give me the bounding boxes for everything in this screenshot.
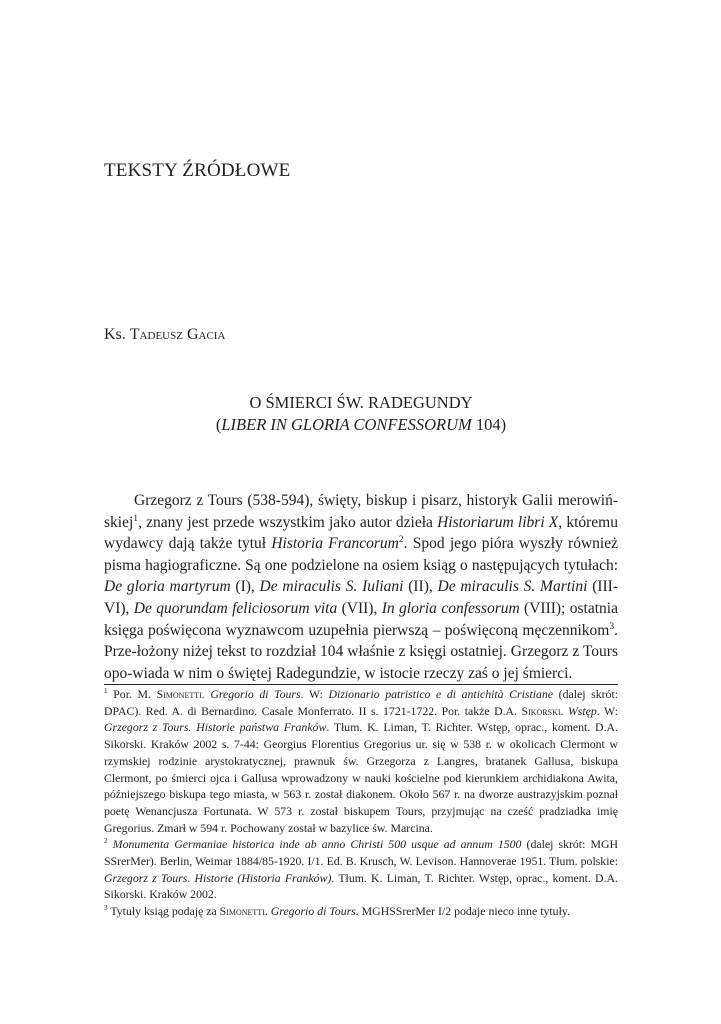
footnote-ref-2[interactable]: 2 — [398, 534, 404, 546]
footnote-separator — [104, 684, 618, 685]
article-title — [104, 392, 618, 436]
article-title-line1: O ŚMIERCI ŚW. RADEGUNDY — [249, 393, 473, 412]
body-paragraph: Grzegorz z Tours (538-594), święty, biskup i pisarz, historyk Galii merowiń-skiej$^1$, znany jest przede wszystkim jako autor dzieła Historiarum libri X, któremu wydawcy dają także tytuł Historia Francorum$^2$. Spod jego pióra wyszły również pisma hagiograficzne. Są one podzielone na osiem ksiąg o następujących tytułach: De gloria martyrum (I), De miraculis S. Iuliani (II), De miraculis S. Martini (III-VI), De quorundam feliciosorum vita (VII), In gloria confessorum (VIII); ostatnia księga poświęcona wyznawcom uzupełnia pierwszą – poświęconą męczennikom$^3$. Prze-łożony niżej tekst to rozdział 104 właśnie z księgi ostatniej. Grzegorz z Tours opo-wiada w nim o świętej Radegundzie, w istocie rzeczy zaś o jej śmierci. — [104, 492, 618, 682]
article-title-line2: (LIBER IN GLORIA CONFESSORUM 104) — [215, 415, 507, 434]
footnote-ref-1[interactable]: 1 — [133, 512, 139, 524]
author-prefix: Ks. — [104, 326, 126, 343]
footnote-2: $^2$ Monumenta Germaniae historica inde ab anno Christi 500 usque ad annum 1500 (dalej skrót: MGH SSrerMer). Berlin, Weimar 1884/85-1920. I/1. Ed. B. Krusch, W. Levison. Hannoverae 1951. Tłum. polskie: Grzegorz z Tours. Historie (Historia Franków). Tłum. K. Liman, T. Richter. Wstęp, oprac., koment. D.A. Sikorski. Kraków 2002. — [104, 836, 618, 902]
article-title-latin: LIBER IN GLORIA CONFESSORUM — [221, 415, 472, 434]
footnote-ref-3[interactable]: 3 — [609, 620, 615, 632]
footnote-1: $^1$ Por. M. Simonetti. Gregorio di Tours. W: Dizionario patristico e di antichità Cristiane (dalej skrót: DPAC). Red. A. di Bernardino. Casale Monferrato. II s. 1721-1722. Por. także D.A. Sikorski. Wstęp. W: Grzegorz z Tours. Historie państwa Franków. Tłum. K. Liman, T. Richter. Wstęp, oprac., koment. D.A. Sikorski. Kraków 2002 s. 7-44: Georgius Florentius Gregorius ur. się w 538 r. w okolicach Clermont w rzymskiej rodzinie arystokratycznej, prawnuk św. Grzegorza z Langres, bratanek Gallusa, biskupa Clermont, po śmierci ojca i Gallusa wprowadzony w nauki kościelne pod kierunkiem archidiakona Awita, późniejszego biskupa tego miasta, w 563 r. został diakonem. Około 567 r. na dworze austrazyjskim poznał poetę Wenancjusza Fortunata. W 573 r. został biskupem Tours, przyjmując na cześć pradziadka imię Gregorius. Zmarł w 594 r. Pochowany został w bazylice św. Marcina. — [104, 686, 618, 835]
footnote-3: $^3$ Tytuły ksiąg podaję za Simonetti. Gregorio di Tours. MGHSSrerMer I/2 podaje nieco inne tytuły. — [104, 903, 570, 919]
footnotes — [104, 686, 618, 920]
author-fullname: Tadeusz Gacia — [129, 326, 226, 343]
author-name — [104, 326, 225, 344]
section-title: TEKSTY ŹRÓDŁOWE — [104, 160, 291, 181]
